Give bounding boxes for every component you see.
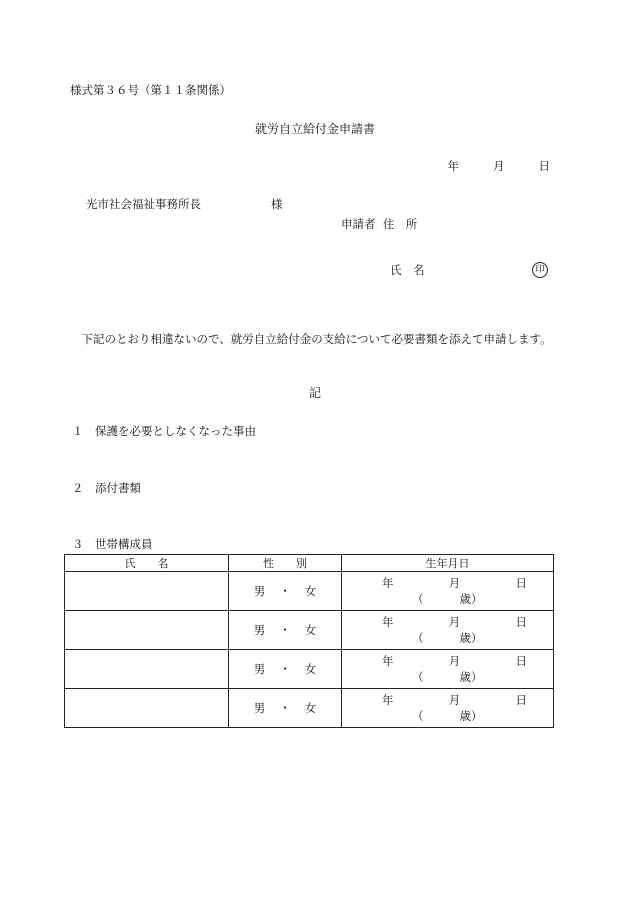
item-number: ２ xyxy=(72,481,84,495)
birth-year: 年 xyxy=(382,654,394,668)
item-reason xyxy=(72,425,256,439)
sex-male: 男 xyxy=(253,662,266,676)
age-open: （ xyxy=(412,709,424,723)
age-line xyxy=(342,708,553,724)
birth-month: 月 xyxy=(448,654,461,668)
item-label: 保護を必要としなくなった事由 xyxy=(95,424,256,438)
age-open: （ xyxy=(412,592,424,606)
birth-day: 日 xyxy=(515,693,527,707)
item-label: 世帯構成員 xyxy=(95,537,153,551)
body-text: 下記のとおり相違ないので、就労自立給付金の支給について必要書類を添えて申請します。 xyxy=(81,332,552,346)
age-line xyxy=(342,669,553,685)
member-sex-cell[interactable] xyxy=(229,689,342,728)
member-birth-cell[interactable] xyxy=(342,689,554,728)
sex-male: 男 xyxy=(253,623,266,637)
sex-separator: ・ xyxy=(279,701,291,715)
sex-female: 女 xyxy=(304,584,317,598)
item-number: １ xyxy=(72,424,84,438)
member-name-cell[interactable] xyxy=(65,689,229,728)
sex-male: 男 xyxy=(253,701,266,715)
household-members-table xyxy=(64,554,554,728)
member-birth-cell[interactable] xyxy=(342,650,554,689)
birth-date-line xyxy=(342,653,553,669)
sex-female: 女 xyxy=(304,701,317,715)
applicant-address-row xyxy=(341,218,417,232)
header-birth: 生年月日 xyxy=(342,555,554,572)
date-row xyxy=(448,160,551,174)
birth-day: 日 xyxy=(515,615,527,629)
member-birth-cell[interactable] xyxy=(342,572,554,611)
seal-mark: 印 xyxy=(532,262,548,278)
document-title: 就労自立給付金申請書 xyxy=(254,122,375,136)
sex-female: 女 xyxy=(304,623,317,637)
addressee-honorific: 様 xyxy=(271,197,283,211)
birth-day: 日 xyxy=(515,576,527,590)
age-line xyxy=(342,630,553,646)
member-name-cell[interactable] xyxy=(65,650,229,689)
applicant-name-label: 氏 名 xyxy=(390,263,425,277)
table-row xyxy=(65,689,554,728)
age-close: 歳） xyxy=(459,709,483,723)
age-close: 歳） xyxy=(459,670,483,684)
birth-year: 年 xyxy=(382,615,394,629)
age-open: （ xyxy=(412,670,424,684)
address-label: 住 所 xyxy=(382,217,418,231)
member-name-cell[interactable] xyxy=(65,572,229,611)
birth-date-line xyxy=(342,692,553,708)
member-name-cell[interactable] xyxy=(65,611,229,650)
header-name: 氏 名 xyxy=(65,555,229,572)
date-year: 年 xyxy=(447,159,459,173)
item-household-members xyxy=(72,538,153,552)
ki-heading: 記 xyxy=(308,386,321,400)
addressee xyxy=(86,198,283,212)
birth-year: 年 xyxy=(382,576,394,590)
item-number: ３ xyxy=(72,537,84,551)
addressee-name: 光市社会福祉事務所長 xyxy=(86,197,201,211)
age-close: 歳） xyxy=(459,592,483,606)
applicant-label: 申請者 xyxy=(341,217,376,231)
sex-separator: ・ xyxy=(279,584,291,598)
birth-year: 年 xyxy=(382,693,394,707)
table-row xyxy=(65,611,554,650)
member-sex-cell[interactable] xyxy=(229,650,342,689)
age-line xyxy=(342,591,553,607)
birth-month: 月 xyxy=(448,693,461,707)
item-label: 添付書類 xyxy=(95,481,141,495)
sex-male: 男 xyxy=(253,584,266,598)
sex-separator: ・ xyxy=(279,623,291,637)
table-row xyxy=(65,650,554,689)
member-sex-cell[interactable] xyxy=(229,572,342,611)
member-birth-cell[interactable] xyxy=(342,611,554,650)
birth-date-line xyxy=(342,614,553,630)
table-row xyxy=(65,572,554,611)
birth-date-line xyxy=(342,575,553,591)
birth-day: 日 xyxy=(515,654,527,668)
header-sex: 性 別 xyxy=(229,555,342,572)
birth-month: 月 xyxy=(448,615,461,629)
item-attachments xyxy=(72,482,141,496)
date-day: 日 xyxy=(538,159,550,173)
age-close: 歳） xyxy=(459,631,483,645)
sex-female: 女 xyxy=(304,662,317,676)
form-number: 様式第３６号（第１１条関係） xyxy=(70,83,231,97)
birth-month: 月 xyxy=(448,576,461,590)
age-open: （ xyxy=(412,631,424,645)
date-month: 月 xyxy=(493,159,505,173)
sex-separator: ・ xyxy=(279,662,291,676)
member-sex-cell[interactable] xyxy=(229,611,342,650)
table-header-row xyxy=(65,555,554,572)
